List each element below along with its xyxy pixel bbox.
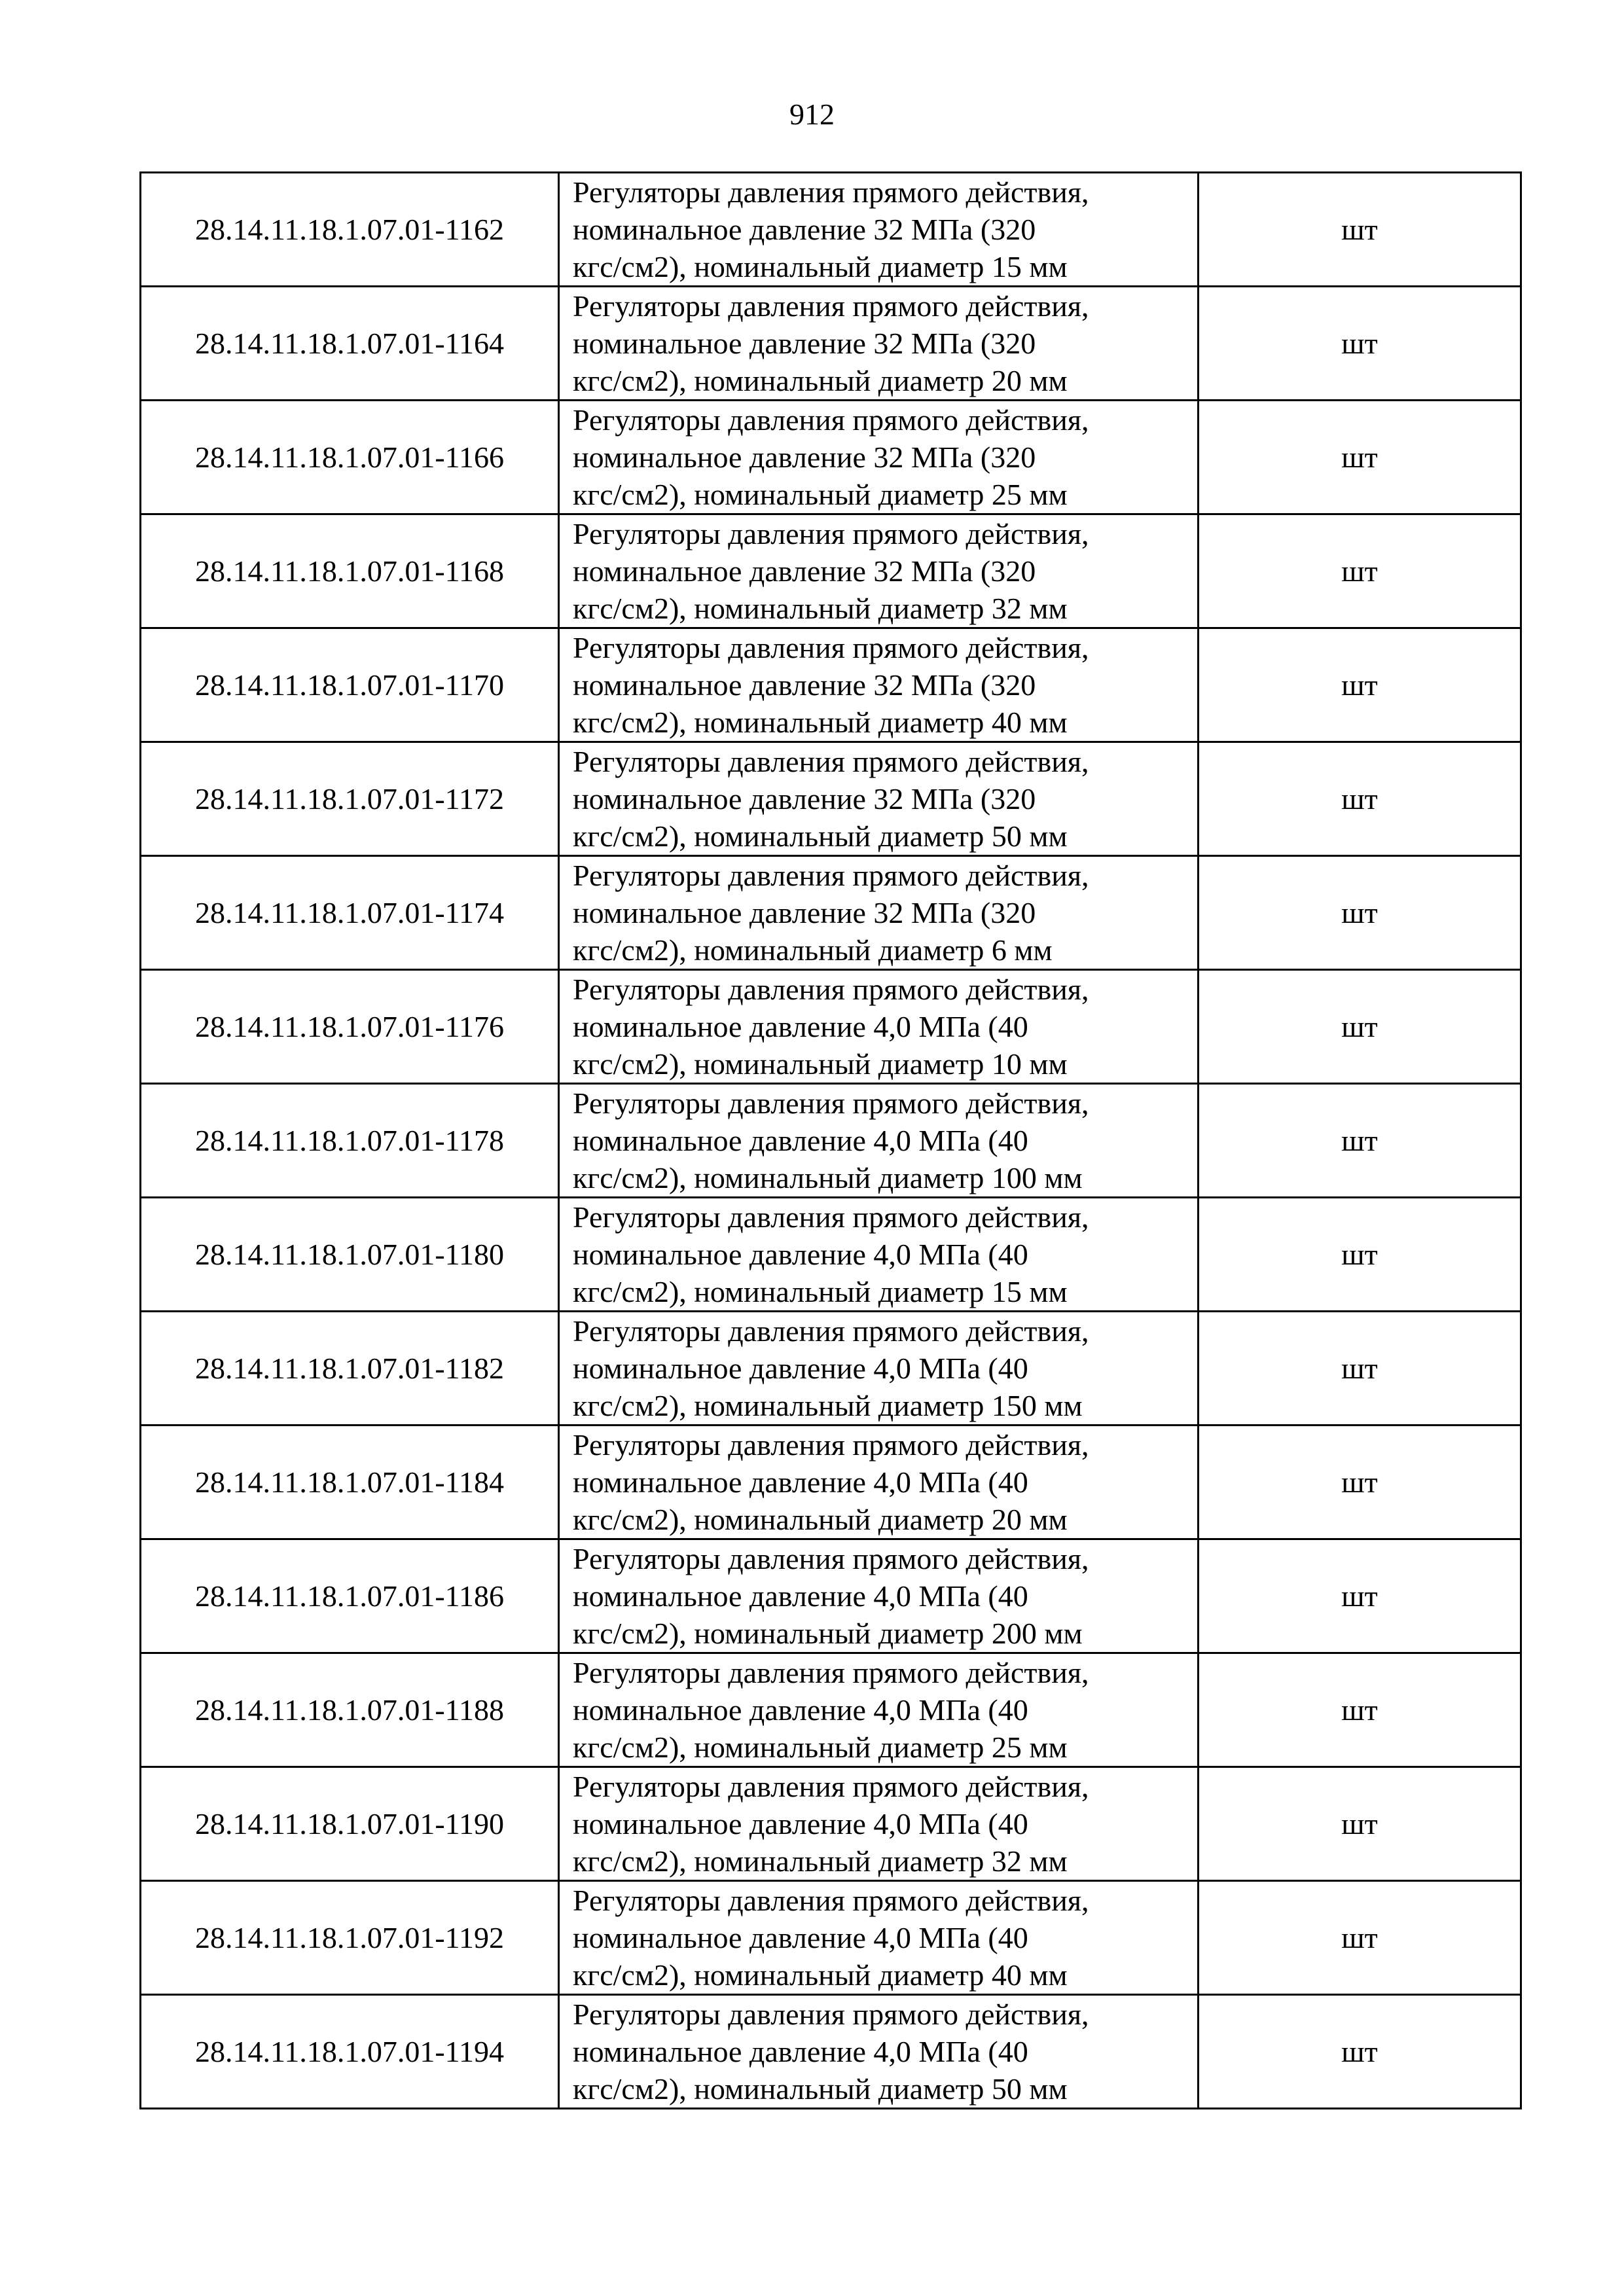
table-row <box>141 1653 1521 1767</box>
item-description-line: кгс/см2), номинальный диаметр 6 мм <box>573 933 1053 967</box>
item-description-line: Регуляторы давления прямого действия, <box>573 1428 1089 1462</box>
item-description-line: номинальное давление 4,0 МПа (40 <box>573 1807 1028 1840</box>
item-unit-cell: шт <box>1199 514 1521 628</box>
item-description-line: номинальное давление 4,0 МПа (40 <box>573 1352 1028 1385</box>
item-code-cell: 28.14.11.18.1.07.01-1178 <box>141 1084 559 1198</box>
item-code-cell: 28.14.11.18.1.07.01-1172 <box>141 742 559 856</box>
item-description-cell <box>559 173 1199 287</box>
item-unit-cell: шт <box>1199 1426 1521 1539</box>
item-description-line: номинальное давление 32 МПа (320 <box>573 782 1036 816</box>
item-description-line: кгс/см2), номинальный диаметр 50 мм <box>573 819 1068 853</box>
item-unit-cell: шт <box>1199 1995 1521 2109</box>
item-code-cell: 28.14.11.18.1.07.01-1184 <box>141 1426 559 1539</box>
item-description-line: номинальное давление 32 МПа (320 <box>573 896 1036 929</box>
item-description-cell <box>559 401 1199 514</box>
table-row <box>141 173 1521 287</box>
item-unit-cell: шт <box>1199 1881 1521 1995</box>
item-description-cell <box>559 1995 1199 2109</box>
item-description-line: номинальное давление 32 МПа (320 <box>573 440 1036 474</box>
table-row <box>141 1198 1521 1312</box>
table-row <box>141 1539 1521 1653</box>
item-code-cell: 28.14.11.18.1.07.01-1186 <box>141 1539 559 1653</box>
item-unit-cell: шт <box>1199 1312 1521 1426</box>
item-description-line: Регуляторы давления прямого действия, <box>573 745 1089 778</box>
table-row <box>141 742 1521 856</box>
item-description-line: Регуляторы давления прямого действия, <box>573 631 1089 664</box>
item-description-line: Регуляторы давления прямого действия, <box>573 859 1089 892</box>
item-unit-cell: шт <box>1199 970 1521 1084</box>
item-description-line: кгс/см2), номинальный диаметр 150 мм <box>573 1389 1083 1422</box>
item-description-line: Регуляторы давления прямого действия, <box>573 1086 1089 1120</box>
item-description-line: номинальное давление 32 МПа (320 <box>573 327 1036 360</box>
item-code-cell: 28.14.11.18.1.07.01-1162 <box>141 173 559 287</box>
item-description-line: кгс/см2), номинальный диаметр 200 мм <box>573 1617 1083 1650</box>
item-description-line: Регуляторы давления прямого действия, <box>573 973 1089 1006</box>
item-description-line: кгс/см2), номинальный диаметр 100 мм <box>573 1161 1083 1194</box>
item-description-line: номинальное давление 4,0 МПа (40 <box>573 1010 1028 1043</box>
item-description-line: номинальное давление 4,0 МПа (40 <box>573 1921 1028 1954</box>
item-description-line: номинальное давление 32 МПа (320 <box>573 554 1036 588</box>
page-number: 912 <box>789 98 835 131</box>
item-code-cell: 28.14.11.18.1.07.01-1180 <box>141 1198 559 1312</box>
item-description-cell <box>559 1881 1199 1995</box>
item-unit-cell: шт <box>1199 173 1521 287</box>
item-code-cell: 28.14.11.18.1.07.01-1168 <box>141 514 559 628</box>
item-unit-cell: шт <box>1199 287 1521 401</box>
item-unit-cell: шт <box>1199 401 1521 514</box>
item-description-cell <box>559 742 1199 856</box>
item-code-cell: 28.14.11.18.1.07.01-1190 <box>141 1767 559 1881</box>
item-description-line: кгс/см2), номинальный диаметр 32 мм <box>573 1844 1068 1878</box>
item-description-line: номинальное давление 4,0 МПа (40 <box>573 1693 1028 1727</box>
table-row <box>141 1767 1521 1881</box>
item-description-line: номинальное давление 4,0 МПа (40 <box>573 1579 1028 1613</box>
item-description-line: кгс/см2), номинальный диаметр 20 мм <box>573 364 1068 397</box>
item-description-line: Регуляторы давления прямого действия, <box>573 517 1089 550</box>
item-unit-cell: шт <box>1199 1653 1521 1767</box>
table-row <box>141 970 1521 1084</box>
item-unit-cell: шт <box>1199 1767 1521 1881</box>
item-description-cell <box>559 514 1199 628</box>
item-description-line: Регуляторы давления прямого действия, <box>573 289 1089 323</box>
item-description-line: кгс/см2), номинальный диаметр 15 мм <box>573 250 1068 283</box>
item-unit-cell: шт <box>1199 1084 1521 1198</box>
item-description-line: кгс/см2), номинальный диаметр 40 мм <box>573 706 1068 739</box>
item-description-cell <box>559 1426 1199 1539</box>
item-unit-cell: шт <box>1199 1198 1521 1312</box>
item-description-cell <box>559 856 1199 970</box>
item-description-line: Регуляторы давления прямого действия, <box>573 1656 1089 1689</box>
item-code-cell: 28.14.11.18.1.07.01-1182 <box>141 1312 559 1426</box>
item-code-cell: 28.14.11.18.1.07.01-1192 <box>141 1881 559 1995</box>
item-description-line: Регуляторы давления прямого действия, <box>573 1200 1089 1234</box>
item-description-line: Регуляторы давления прямого действия, <box>573 1770 1089 1803</box>
table-row <box>141 1995 1521 2109</box>
item-description-cell <box>559 1539 1199 1653</box>
item-description-line: Регуляторы давления прямого действия, <box>573 1884 1089 1917</box>
item-code-cell: 28.14.11.18.1.07.01-1194 <box>141 1995 559 2109</box>
table-row <box>141 1881 1521 1995</box>
item-description-cell <box>559 1767 1199 1881</box>
table-row <box>141 628 1521 742</box>
table-row <box>141 514 1521 628</box>
item-description-line: номинальное давление 4,0 МПа (40 <box>573 1238 1028 1271</box>
item-unit-cell: шт <box>1199 628 1521 742</box>
table-row <box>141 1084 1521 1198</box>
item-description-line: Регуляторы давления прямого действия, <box>573 403 1089 437</box>
item-description-line: кгс/см2), номинальный диаметр 25 мм <box>573 478 1068 511</box>
item-description-cell <box>559 628 1199 742</box>
item-description-line: номинальное давление 4,0 МПа (40 <box>573 1465 1028 1499</box>
item-description-line: номинальное давление 4,0 МПа (40 <box>573 1124 1028 1157</box>
item-description-line: кгс/см2), номинальный диаметр 50 мм <box>573 2072 1068 2106</box>
item-description-cell <box>559 1312 1199 1426</box>
item-code-cell: 28.14.11.18.1.07.01-1166 <box>141 401 559 514</box>
table-row <box>141 401 1521 514</box>
item-code-cell: 28.14.11.18.1.07.01-1164 <box>141 287 559 401</box>
items-table-body <box>141 173 1521 2109</box>
item-description-line: номинальное давление 32 МПа (320 <box>573 668 1036 702</box>
item-description-line: кгс/см2), номинальный диаметр 32 мм <box>573 592 1068 625</box>
item-description-cell <box>559 287 1199 401</box>
item-code-cell: 28.14.11.18.1.07.01-1170 <box>141 628 559 742</box>
item-description-cell <box>559 970 1199 1084</box>
item-description-line: Регуляторы давления прямого действия, <box>573 175 1089 209</box>
item-description-cell <box>559 1653 1199 1767</box>
items-table <box>139 171 1522 2109</box>
table-row <box>141 287 1521 401</box>
item-unit-cell: шт <box>1199 856 1521 970</box>
item-description-line: Регуляторы давления прямого действия, <box>573 1314 1089 1348</box>
item-unit-cell: шт <box>1199 1539 1521 1653</box>
item-description-cell <box>559 1198 1199 1312</box>
item-description-line: кгс/см2), номинальный диаметр 20 мм <box>573 1503 1068 1536</box>
table-row <box>141 1312 1521 1426</box>
item-description-line: кгс/см2), номинальный диаметр 40 мм <box>573 1958 1068 1992</box>
item-description-line: номинальное давление 4,0 МПа (40 <box>573 2035 1028 2068</box>
item-description-line: кгс/см2), номинальный диаметр 25 мм <box>573 1731 1068 1764</box>
item-unit-cell: шт <box>1199 742 1521 856</box>
item-description-line: кгс/см2), номинальный диаметр 10 мм <box>573 1047 1068 1081</box>
item-description-line: Регуляторы давления прямого действия, <box>573 1542 1089 1575</box>
table-row <box>141 1426 1521 1539</box>
item-description-line: номинальное давление 32 МПа (320 <box>573 213 1036 246</box>
table-row <box>141 856 1521 970</box>
item-code-cell: 28.14.11.18.1.07.01-1188 <box>141 1653 559 1767</box>
item-code-cell: 28.14.11.18.1.07.01-1176 <box>141 970 559 1084</box>
item-description-line: кгс/см2), номинальный диаметр 15 мм <box>573 1275 1068 1308</box>
item-description-cell <box>559 1084 1199 1198</box>
item-description-line: Регуляторы давления прямого действия, <box>573 1998 1089 2031</box>
item-code-cell: 28.14.11.18.1.07.01-1174 <box>141 856 559 970</box>
